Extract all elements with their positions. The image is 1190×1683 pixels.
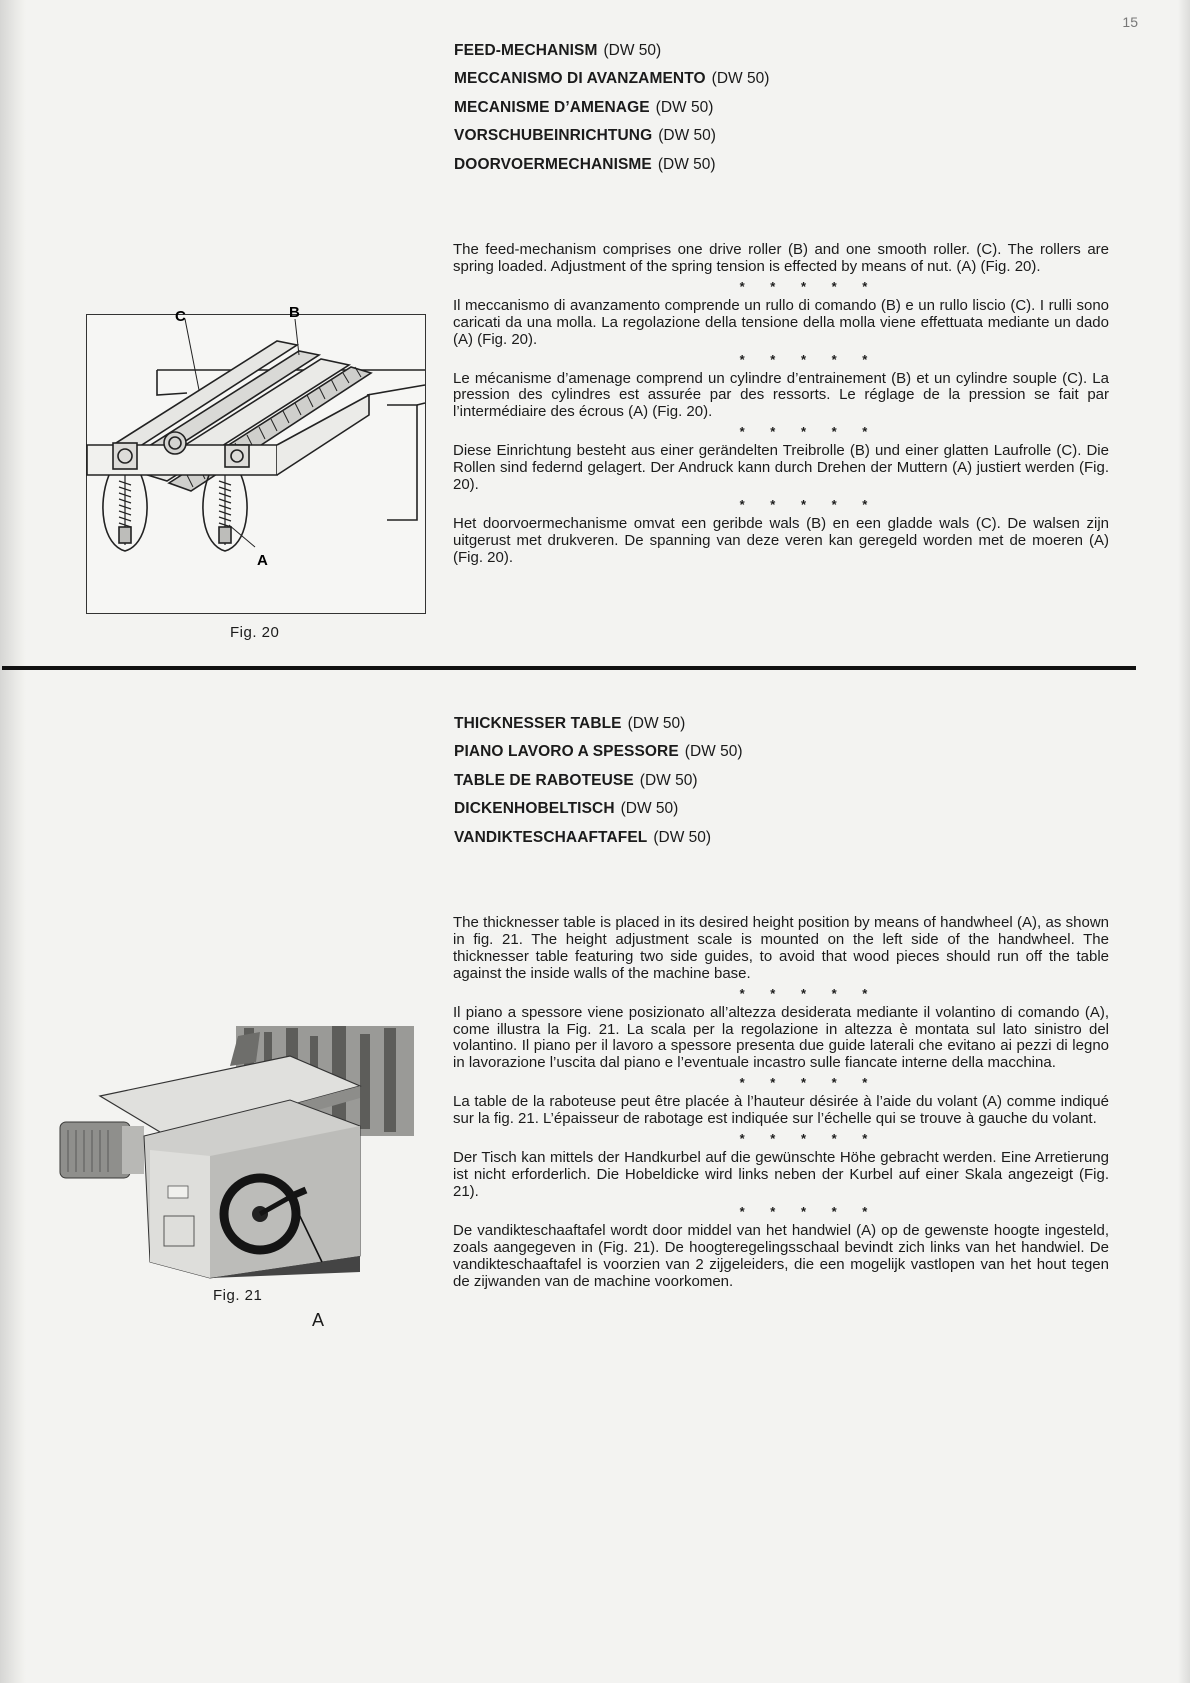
separator-stars: * * * * * bbox=[739, 351, 879, 367]
section-divider bbox=[2, 666, 1136, 670]
scanned-page-edge bbox=[0, 0, 26, 1683]
machine-photo bbox=[60, 1026, 414, 1278]
separator-stars: * * * * * bbox=[739, 985, 879, 1001]
feed-mechanism-headings bbox=[454, 37, 1014, 179]
paragraph-nl: De vandikteschaaftafel wordt door middel van het handwiel (A) op de gewenste hoogte ingesteld, zoals aangegeven in (Fig. 21). De hoogteregelingsschaal bevindt zich links van het handwiel. De vandikteschaaftafel is voorzien van 2 zijgeleiders, die een mogelijk vastlopen van het hout tegen de zijwanden van de machine voorkomen. bbox=[453, 1221, 1109, 1290]
heading-en: THICKNESSER TABLE (DW 50) bbox=[454, 715, 686, 732]
label-a: A bbox=[257, 552, 268, 569]
heading-fr: TABLE DE RABOTEUSE (DW 50) bbox=[454, 771, 698, 789]
paragraph-de: Der Tisch kan mittels der Handkurbel auf die gewünschte Höhe gebracht werden. Eine Arretierung ist nicht erforderlich. Die Hobeldicke wird links neben der Kurbel auf einer Skala angezeigt (Fig. 21). bbox=[453, 1149, 1109, 1200]
heading-nl: VANDIKTESCHAAFTAFEL (DW 50) bbox=[454, 828, 712, 846]
thicknesser-table-text bbox=[453, 915, 1109, 1290]
label-b: B bbox=[289, 304, 300, 321]
heading-en: FEED-MECHANISM (DW 50) bbox=[454, 42, 662, 59]
paragraph-it: Il piano a spessore viene posizionato all’altezza desiderata mediante il volantino di comando (A), come illustra la Fig. 21. La scala per la regolazione in altezza è montata sul lato sinistro del volantino. Il piano per il lavoro a spessore presenta due guide laterali che evitano ai pezzi di legno in lavorazione l’uscita dal piano e l’eventuale incastro sulle fiancate interne della macchina. bbox=[453, 1003, 1109, 1072]
paragraph-fr: Le mécanisme d’amenage comprend un cylindre d’entrainement (B) et un cylindre souple (C). La pression des cylindres est assurée par des ressorts. Le réglage de la pression se fait par l’intermédiaire des écrous (A) (Fig. 20). bbox=[453, 369, 1109, 421]
separator-stars: * * * * * bbox=[739, 278, 879, 294]
paragraph-en: The feed-mechanism comprises one drive roller (B) and one smooth roller. (C). The rollers are spring loaded. Adjustment of the spring tension is effected by means of nut. (A) (Fig. 20). bbox=[453, 241, 1109, 275]
figure-20-caption: Fig. 20 bbox=[230, 624, 280, 641]
separator-stars: * * * * * bbox=[739, 1131, 879, 1147]
label-a: A bbox=[312, 1310, 325, 1330]
heading-it: PIANO LAVORO A SPESSORE (DW 50) bbox=[454, 743, 743, 761]
page-number: 15 bbox=[1122, 14, 1138, 30]
heading-de: DICKENHOBELTISCH (DW 50) bbox=[454, 800, 679, 818]
scanned-right-edge bbox=[1178, 0, 1190, 1683]
heading-fr: MECANISME D’AMENAGE (DW 50) bbox=[454, 98, 714, 116]
paragraph-fr: La table de la raboteuse peut être placée à l’hauteur désirée à l’aide du volant (A) comme indiqué sur la fig. 21. L’épaisseur de rabotage est indiquée sur l’échelle qui se trouve à gauche du volant. bbox=[453, 1093, 1109, 1128]
separator-stars: * * * * * bbox=[739, 1075, 879, 1091]
paragraph-it: Il meccanismo di avanzamento comprende un rullo di comando (B) e un rullo liscio (C). I rulli sono caricati da una molla. La regolazione della tensione della molla viene effettuata mediante un dado (A) (Fig. 20). bbox=[453, 296, 1109, 348]
feed-mechanism-text bbox=[453, 242, 1109, 567]
paragraph-en: The thicknesser table is placed in its desired height position by means of handwheel (A), as shown in fig. 21. The height adjustment scale is mounted on the left side of the handwheel. The thicknesser table featuring two side guides, to avoid that wood pieces should run off the table against the inside walls of the machine base. bbox=[453, 914, 1109, 982]
feed-roller-diagram bbox=[87, 304, 425, 613]
figure-21-photo bbox=[60, 1026, 414, 1278]
separator-stars: * * * * * bbox=[739, 496, 879, 512]
heading-nl: DOORVOERMECHANISME (DW 50) bbox=[454, 155, 716, 173]
figure-20-drawing bbox=[86, 304, 426, 614]
separator-stars: * * * * * bbox=[739, 424, 879, 440]
paragraph-de: Diese Einrichtung besteht aus einer gerändelten Treibrolle (B) und einer glatten Laufrolle (C). Die Rollen sind federnd gelagert. Der Andruck kann durch Drehen der Muttern (A) justiert werden (Fig. 20). bbox=[453, 442, 1109, 494]
separator-stars: * * * * * bbox=[739, 1203, 879, 1219]
thicknesser-table-headings bbox=[454, 710, 1014, 852]
heading-it: MECCANISMO DI AVANZAMENTO (DW 50) bbox=[454, 70, 770, 88]
heading-de: VORSCHUBEINRICHTUNG (DW 50) bbox=[454, 127, 716, 145]
label-c: C bbox=[175, 308, 186, 325]
figure-21-caption: Fig. 21 bbox=[213, 1287, 263, 1304]
paragraph-nl: Het doorvoermechanisme omvat een geribde wals (B) en een gladde wals (C). De walsen zijn uitgerust met drukveren. De spanning van deze veren kan geregeld worden met de moeren (A) (Fig. 20). bbox=[453, 514, 1109, 566]
